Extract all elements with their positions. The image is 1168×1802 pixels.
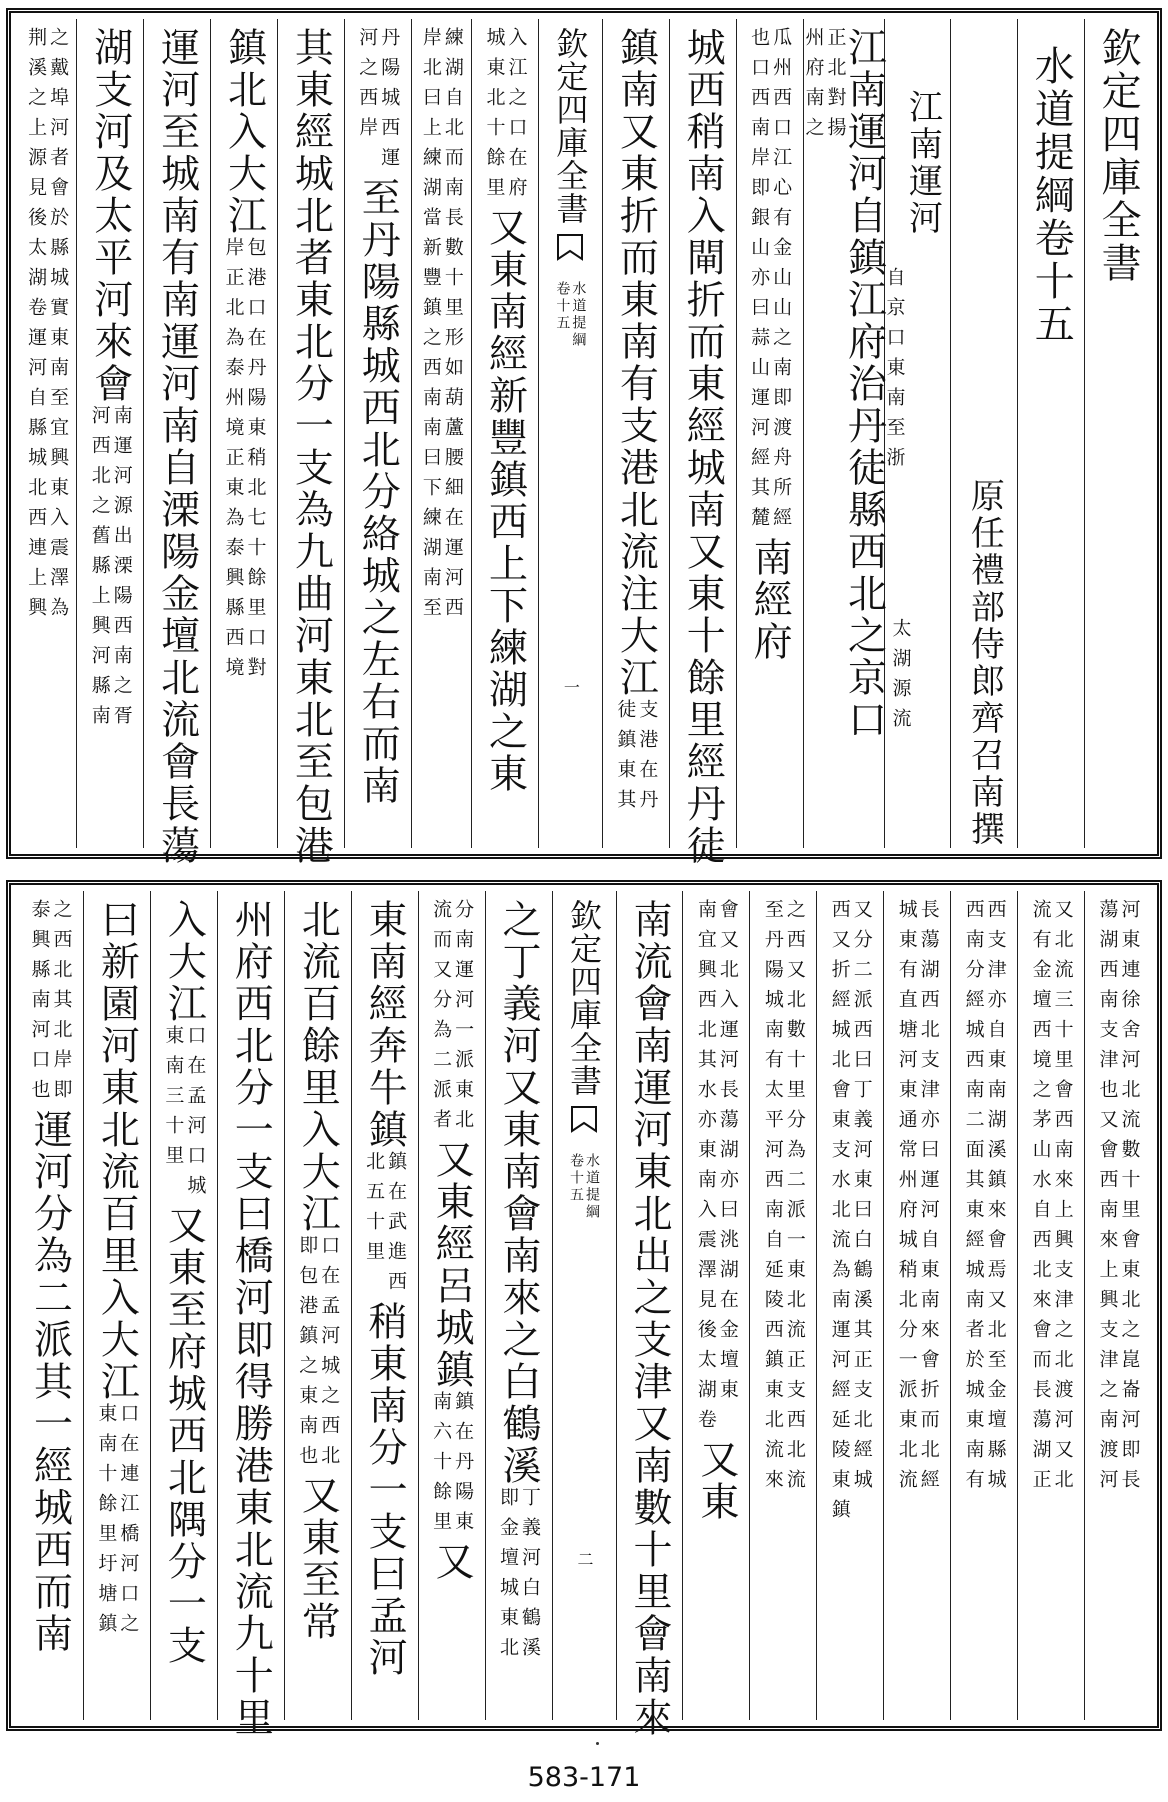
text-column xyxy=(817,891,884,1720)
interlinear-note: 瓜州西口江心有金山山之南即渡舟所經 也口西南岸即銀山亦曰蒜山運河經其麓 xyxy=(748,27,793,537)
text-column xyxy=(1085,891,1151,1720)
main-text: 鎮南又東折而東南有支港北流注大江 xyxy=(613,27,659,699)
interlinear-note: 支港在丹 徒鎮東其 xyxy=(614,699,659,819)
text-column xyxy=(486,891,553,1720)
interlinear-note: 河東連徐舍河北流數十里會東北之崑崙河即長 蕩湖西南支津也又會西南來上興支津之南渡河 xyxy=(1096,899,1141,1499)
main-text: 州府西北分一支曰橋河即得勝港東北流九十里 xyxy=(228,899,274,1739)
text-column xyxy=(17,19,77,848)
fishtail-mark-icon xyxy=(556,231,584,263)
interlinear-note: 鎮在武進西 北五十里 xyxy=(363,1151,408,1301)
text-column xyxy=(670,19,737,867)
fold-page-number: 一 xyxy=(561,679,581,698)
interlinear-note: 包港口在丹陽東稍北七十餘里口對 岸正北為泰州境正東為泰興縣西境 xyxy=(222,237,267,687)
center-fold-column xyxy=(539,19,603,848)
text-column xyxy=(218,891,285,1739)
interlinear-note: 口在孟河城之西北 即包港鎮之東南也 xyxy=(296,1235,341,1475)
center-fold-column xyxy=(553,891,617,1720)
scan-speck xyxy=(596,1742,599,1745)
author-column xyxy=(951,19,1018,848)
interlinear-note: 之西北其北岸即 泰興縣南河口也 xyxy=(28,899,73,1109)
interlinear-note: 又北流三十里會西南來上興支津之北渡河又北 流有金壇西境之茅山水自西北來會而長蕩湖正 xyxy=(1029,899,1074,1499)
interlinear-note: 南運河源出溧陽西南之胥 河西北之舊縣上興河縣南 xyxy=(88,405,133,735)
text-column xyxy=(17,891,84,1720)
main-text: 江南運河自鎮江府治丹徒縣西北之京口 xyxy=(841,27,887,741)
main-text: 至丹陽縣城西北分絡城之左右而南 xyxy=(355,177,401,807)
main-text: 曰新園河東北流百里入大江 xyxy=(94,899,140,1403)
text-column xyxy=(278,19,345,867)
upper-page-columns xyxy=(17,19,1151,867)
interlinear-note: 入江之口在府 城東北十餘里 xyxy=(483,27,528,207)
interlinear-note: 長蕩湖西北支津亦曰運河自東南來會折而北經 城東有直塘河東通常州府城稍北分一派東北流 xyxy=(895,899,940,1499)
text-column xyxy=(345,19,412,848)
interlinear-note: 口在孟河口城 東南三十里 xyxy=(162,1025,207,1205)
section-note: 自京口東南至浙 xyxy=(883,267,906,477)
interlinear-note: 分南運河一派東北 流而又分為二派者 xyxy=(430,899,475,1139)
text-column xyxy=(352,891,419,1720)
text-column xyxy=(804,19,885,848)
interlinear-note: 練湖自北而南長數十里形如葫蘆腰細在運河西 岸北曰上練湖當新豐鎮之西南南曰下練湖南至 xyxy=(419,27,464,627)
fishtail-mark-icon xyxy=(570,1103,598,1135)
main-text: 又東 xyxy=(693,1439,739,1523)
fold-title: 欽定四庫全書 xyxy=(565,899,603,1097)
text-column xyxy=(211,19,278,848)
main-text: 北流百餘里入大江 xyxy=(295,899,341,1235)
text-column xyxy=(412,19,472,848)
section-note-tail: 太湖源流 xyxy=(889,618,912,738)
interlinear-note: 西支津亦自東南湖溪鎮來會焉又北至金壇縣城 西南分經城西南二面其東經城南者於城東南有 xyxy=(962,899,1007,1499)
main-text: 又 xyxy=(429,1541,475,1583)
collection-title-column xyxy=(1085,19,1151,848)
text-column xyxy=(617,891,684,1739)
text-column xyxy=(472,19,539,848)
main-text: 又東至常 xyxy=(295,1475,341,1643)
chapter-title: 水道提綱卷十五 xyxy=(1028,45,1075,346)
interlinear-note: 鎮在丹陽東 南六十餘里 xyxy=(430,1391,475,1541)
interlinear-note: 丁義河白鶴溪 即金壇城東北 xyxy=(497,1487,542,1667)
main-text: 稍東南分一支曰孟河 xyxy=(362,1301,408,1679)
fold-page-number: 二 xyxy=(575,1551,594,1570)
section-title-column xyxy=(885,19,952,848)
main-text: 南經府 xyxy=(747,537,793,663)
page-footer-number: 583-171 xyxy=(527,1762,641,1793)
text-column xyxy=(683,891,750,1720)
interlinear-note: 丹陽城西運 河之西岸 xyxy=(356,27,401,177)
interlinear-note: 口在連江橋河口之 東南十餘里圩塘鎮 xyxy=(95,1403,140,1643)
main-text: 運河至城南有南運河南自溧陽金壇北流會長蕩 xyxy=(154,27,200,867)
text-column xyxy=(151,891,218,1720)
interlinear-note: 又分二派西曰丁義河東曰白鶴溪其正支北經城 西又折經城北會東支水北流為南運河經延陵東鎮 xyxy=(828,899,873,1529)
author-line: 原任禮部侍郎齊召南撰 xyxy=(964,478,1005,848)
main-text: 之丁義河又東南會南來之白鶴溪 xyxy=(496,899,542,1487)
text-column xyxy=(737,19,804,848)
upper-page xyxy=(6,8,1162,867)
lower-page xyxy=(6,880,1162,1739)
text-column xyxy=(84,891,151,1720)
interlinear-note: 正北對揚 州府南之 xyxy=(802,27,847,147)
section-title: 江南運河 xyxy=(902,89,943,237)
text-column xyxy=(419,891,486,1720)
interlinear-note: 之戴埠河者會於縣城實東南至宜興東入震澤為 荆溪之上源見後太湖卷運河自縣城北西連上興 xyxy=(25,27,70,627)
interlinear-note: 會又北入運河長蕩湖亦曰洮湖在金壇東 南宜興西北其水亦東南入震澤見後太湖卷 xyxy=(694,899,739,1439)
chapter-title-column xyxy=(1018,19,1085,848)
main-text: 又東至府城西北隅分一支 xyxy=(161,1205,207,1667)
lower-page-columns xyxy=(17,891,1151,1739)
interlinear-note: 之西又北數十里分為二派一東北流正支西北流 至丹陽城南有太平河西南自延陵西鎮東北流來 xyxy=(761,899,806,1499)
main-text: 東南經奔牛鎮 xyxy=(362,899,408,1151)
main-text: 湖支河及太平河來會 xyxy=(87,27,133,405)
main-text: 南流會南運河東北出之支津又南數十里會南來 xyxy=(626,899,672,1739)
text-column xyxy=(1018,891,1085,1720)
fold-subtitle: 水道提綱 卷十五 xyxy=(554,281,587,349)
text-column xyxy=(951,891,1018,1720)
fold-subtitle: 水道提綱 卷十五 xyxy=(568,1153,600,1221)
main-text: 又東南經新豐鎮西上下練湖之東 xyxy=(482,207,528,795)
main-text: 鎮北入大江 xyxy=(221,27,267,237)
text-column xyxy=(77,19,144,848)
main-text: 又東經呂城鎮 xyxy=(429,1139,475,1391)
text-column xyxy=(750,891,817,1720)
main-text: 城西稍南入閘折而東經城南又東十餘里經丹徒 xyxy=(680,27,726,867)
text-column xyxy=(285,891,352,1720)
text-column xyxy=(884,891,951,1720)
main-text: 其東經城北者東北分一支為九曲河東北至包港 xyxy=(288,27,334,867)
fold-title: 欽定四庫全書 xyxy=(551,27,590,225)
text-column xyxy=(144,19,211,867)
collection-title: 欽定四庫全書 xyxy=(1095,27,1142,285)
text-column xyxy=(603,19,670,848)
main-text: 入大江 xyxy=(161,899,207,1025)
main-text: 運河分為二派其一經城西而南 xyxy=(27,1109,73,1655)
